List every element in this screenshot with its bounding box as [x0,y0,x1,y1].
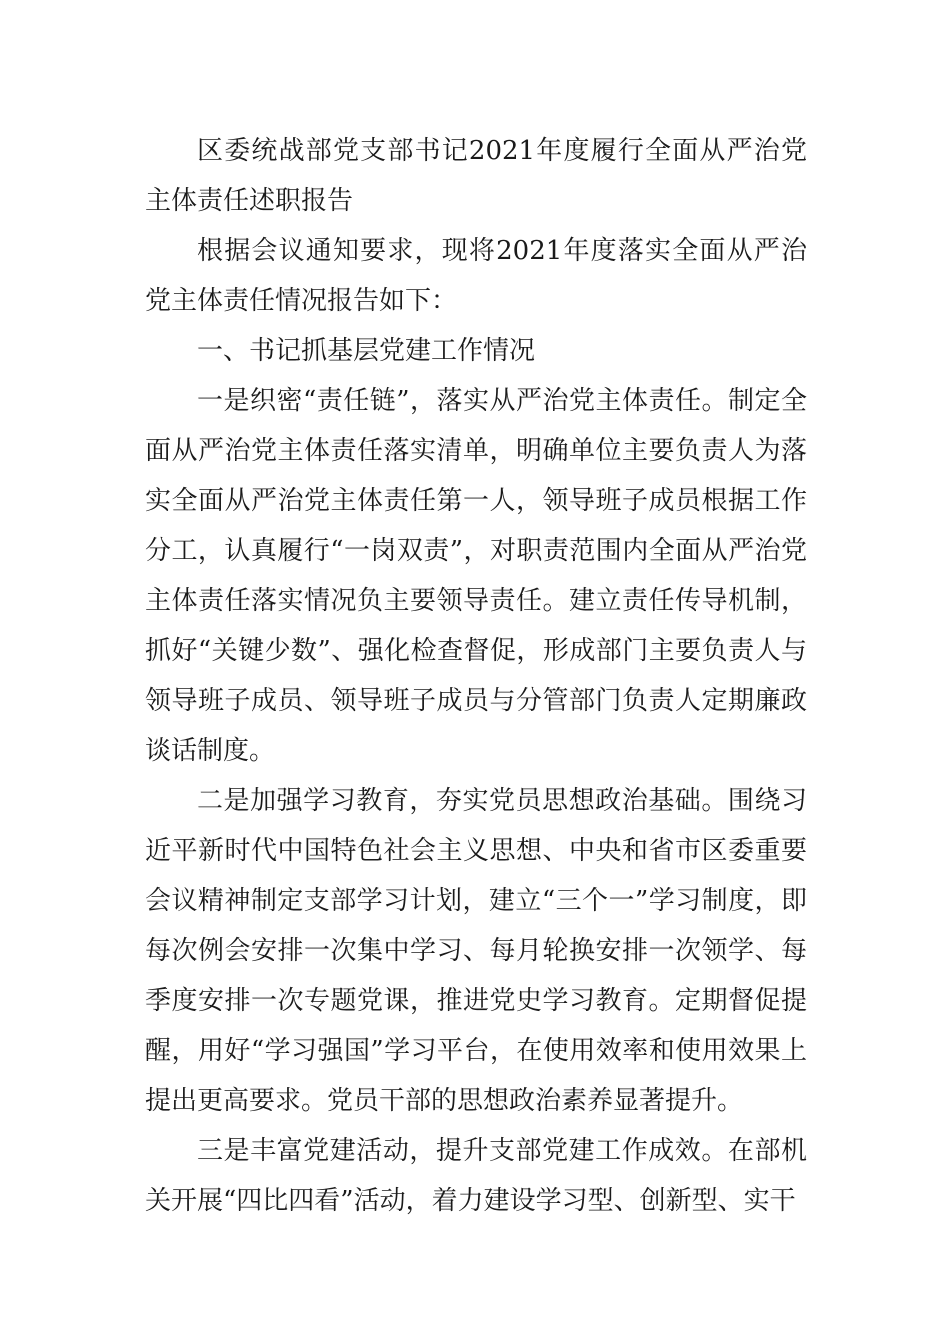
document-title: 区委统战部党支部书记2021年度履行全面从严治党主体责任述职报告 [145,136,807,216]
document-body [145,126,807,1226]
body-paragraph-3: 三是丰富党建活动，提升支部党建工作成效。在部机关开展“四比四看”活动，着力建设学习型、创新型、实干 [145,1136,807,1216]
section-heading: 一、书记抓基层党建工作情况 [197,336,536,366]
body-paragraph-2: 二是加强学习教育，夯实党员思想政治基础。围绕习近平新时代中国特色社会主义思想、中央和省市区委重要会议精神制定支部学习计划，建立“三个一”学习制度，即每次例会安排一次集中学习、每月轮换安排一次领学、每季度安排一次专题党课，推进党史学习教育。定期督促提醒，用好“学习强国”学习平台，在使用效率和使用效果上提出更高要求。党员干部的思想政治素养显著提升。 [145,786,807,1116]
intro-paragraph: 根据会议通知要求，现将2021年度落实全面从严治党主体责任情况报告如下： [145,236,807,316]
body-paragraph-1: 一是织密“责任链”，落实从严治党主体责任。制定全面从严治党主体责任落实清单，明确单位主要负责人为落实全面从严治党主体责任第一人，领导班子成员根据工作分工，认真履行“一岗双责”，对职责范围内全面从严治党主体责任落实情况负主要领导责任。建立责任传导机制，抓好“关键少数”、强化检查督促，形成部门主要负责人与领导班子成员、领导班子成员与分管部门负责人定期廉政谈话制度。 [145,386,807,766]
